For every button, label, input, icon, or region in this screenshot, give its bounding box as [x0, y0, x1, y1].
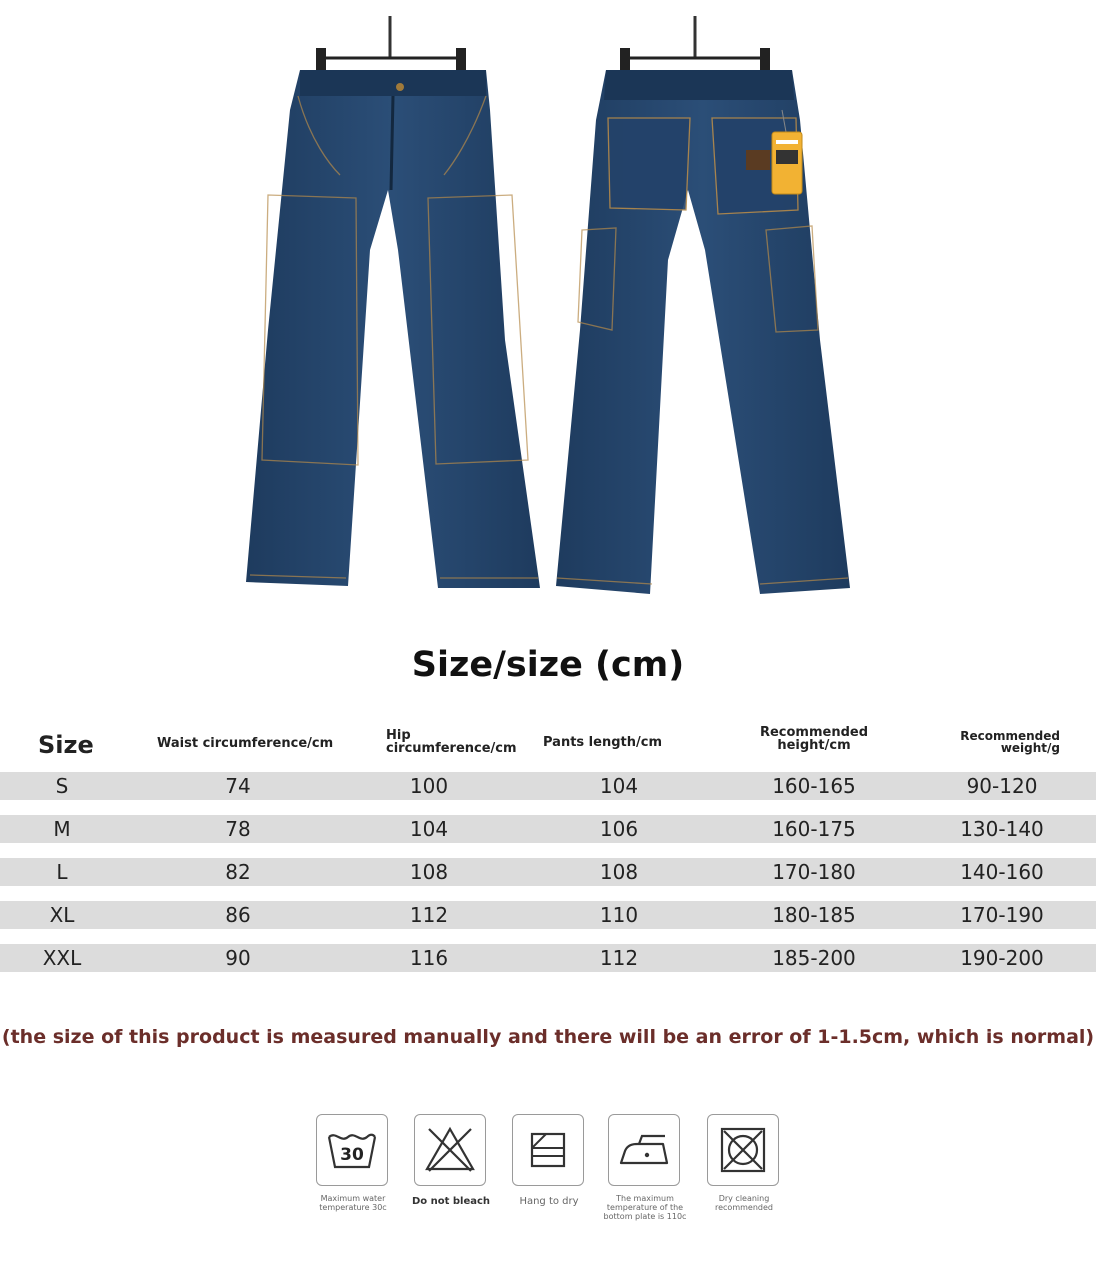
cell-height: 185-200 — [772, 946, 856, 970]
cell-weight: 170-190 — [960, 903, 1044, 927]
table-row — [0, 944, 1096, 972]
column-header-height-line1: Recommended — [759, 725, 869, 740]
care-label-line1: The maximum temperature of the — [606, 1194, 684, 1212]
care-label-line1: Dry cleaning — [718, 1194, 770, 1203]
cell-weight: 140-160 — [960, 860, 1044, 884]
cell-weight: 190-200 — [960, 946, 1044, 970]
column-header-hip — [386, 729, 526, 755]
column-header-hip-line2: circumference/cm — [386, 741, 517, 756]
table-row — [0, 772, 1096, 800]
cell-size: M — [53, 817, 71, 841]
cell-length: 106 — [599, 817, 639, 841]
cell-hip: 104 — [409, 817, 449, 841]
table-row — [0, 858, 1096, 886]
column-header-weight-line1: Recommended — [960, 729, 1060, 743]
table-row — [0, 901, 1096, 929]
product-photo — [0, 0, 1096, 615]
cell-hip: 100 — [409, 774, 449, 798]
care-label — [298, 1194, 408, 1212]
cell-length: 108 — [599, 860, 639, 884]
cell-hip: 112 — [409, 903, 449, 927]
cell-waist: 86 — [225, 903, 251, 927]
cell-waist: 74 — [225, 774, 251, 798]
cell-hip: 116 — [409, 946, 449, 970]
column-header-height-line2: height/cm — [777, 738, 851, 753]
cell-hip: 108 — [409, 860, 449, 884]
cell-waist: 78 — [225, 817, 251, 841]
cell-height: 160-165 — [772, 774, 856, 798]
column-header-size: Size — [38, 731, 94, 759]
wash-30-icon — [316, 1114, 388, 1186]
hanger-back — [620, 16, 770, 78]
column-header-height — [750, 726, 878, 752]
column-header-hip-line1: Hip — [386, 728, 411, 743]
column-header-length: Pants length/cm — [543, 735, 662, 750]
cell-length: 104 — [599, 774, 639, 798]
cell-length: 110 — [599, 903, 639, 927]
care-label-line2: recommended — [715, 1203, 773, 1212]
wash-temp-text: 30 — [340, 1145, 364, 1165]
care-label-line1: Maximum water — [320, 1194, 386, 1203]
cell-size: S — [55, 774, 69, 798]
no-bleach-icon — [414, 1114, 486, 1186]
hanger-front — [316, 16, 466, 78]
jeans-back — [556, 70, 850, 594]
table-body — [0, 768, 1096, 1028]
cell-height: 160-175 — [772, 817, 856, 841]
care-instructions — [0, 1114, 1096, 1224]
cell-length: 112 — [599, 946, 639, 970]
cell-height: 170-180 — [772, 860, 856, 884]
hang-dry-icon — [512, 1114, 584, 1186]
cell-size: XXL — [42, 946, 82, 970]
size-table — [0, 718, 1096, 1028]
care-label — [590, 1194, 700, 1221]
care-label: Do not bleach — [411, 1196, 491, 1207]
cell-height: 180-185 — [772, 903, 856, 927]
iron-icon — [608, 1114, 680, 1186]
care-label: Hang to dry — [519, 1196, 579, 1207]
jeans-front — [246, 70, 540, 588]
measurement-note: (the size of this product is measured manually and there will be an error of 1-1.5cm, which is normal) — [1, 1026, 1095, 1048]
column-header-weight-line2: weight/g — [1000, 741, 1060, 755]
cell-waist: 82 — [225, 860, 251, 884]
cell-weight: 130-140 — [960, 817, 1044, 841]
column-header-weight — [940, 730, 1060, 754]
column-header-waist: Waist circumference/cm — [157, 736, 334, 751]
cell-waist: 90 — [225, 946, 251, 970]
cell-size: L — [56, 860, 68, 884]
table-header — [0, 718, 1096, 768]
cell-size: XL — [49, 903, 75, 927]
page-title: Size/size (cm) — [411, 645, 685, 685]
no-dry-clean-icon — [707, 1114, 779, 1186]
table-row — [0, 815, 1096, 843]
care-label — [689, 1194, 799, 1212]
cell-weight: 90-120 — [966, 774, 1038, 798]
care-label-line2: temperature 30c — [319, 1203, 387, 1212]
care-label-line2: bottom plate is 110c — [603, 1212, 687, 1221]
